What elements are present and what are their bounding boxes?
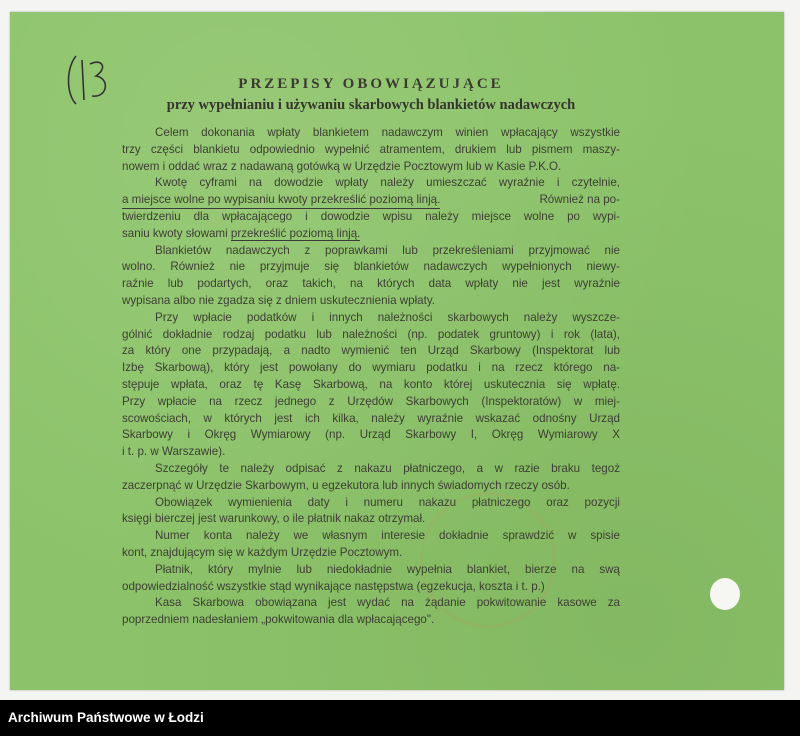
text-fragment: Również na po-	[539, 193, 620, 207]
text-line: Izbę Skarbową), który jest powołany do wymiaru podatku i na rzecz którego na-	[122, 361, 620, 375]
archive-footer	[0, 700, 800, 736]
text-line: scowościach, w których jest ich kilka, należy wyraźnie wskazać odnośny Urząd	[122, 411, 620, 425]
text-line	[122, 226, 620, 243]
text-line: księgi bierczej jest warunkowy, o ile płatnik nakaz otrzymał.	[122, 512, 426, 526]
text-line: wolno. Również nie przyjmuje się blankietów nadawczych wypełnionych niewy-	[122, 260, 620, 274]
text-line: raźnie lub podartych, oraz takich, na których data wpłaty nie jest wyraźnie	[122, 277, 620, 291]
text-line: za który one przypadają, a nadto wymienić ten Urząd Skarbowy (Inspektorat lub	[122, 344, 620, 358]
text-line: Numer konta należy we własnym interesie dokładnie sprawdzić w spisie	[155, 529, 620, 543]
text-line: Kwotę cyframi na dowodzie wpłaty należy umieszczać wyraźnie i czytelnie,	[155, 176, 620, 190]
text-line: Szczegóły te należy odpisać z nakazu płatniczego, a w razie braku tegoż	[155, 461, 620, 475]
text-line: poprzedniem nadesłaniem „pokwitowania dla wpłacającego".	[122, 613, 435, 627]
text-line: Kasa Skarbowa obowiązana jest wydać na żądanie pokwitowanie kasowe za	[155, 596, 620, 610]
text-fragment: saniu kwoty słowami	[122, 226, 231, 240]
text-line: Obowiązek wymienienia daty i numeru nakazu płatniczego oraz pozycji	[155, 495, 620, 509]
text-line: nowem i oddać wraz z nadawaną gotówką w Urzędzie Pocztowym lub w Kasie P.K.O.	[122, 159, 562, 173]
text-line: twierdzeniu dla wpłacającego i dowodzie wpisu należy miejsce wolne po wypi-	[122, 209, 620, 223]
text-line: gólnić dokładnie rodzaj podatku lub należności (np. podatek gruntowy) i rok (lata),	[122, 327, 620, 341]
text-line: Przy wpłacie na rzecz jednego z Urzędów Skarbowych (Inspektoratów) w miej-	[122, 394, 620, 408]
underlined-text: przekreślić poziomą linją.	[230, 226, 361, 240]
text-line: Płatnik, który mylnie lub niedokładnie wypełnia blankiet, bierze na swą	[155, 562, 620, 576]
text-line: Celem dokonania wpłaty blankietem nadawczym winien wpłacający wszystkie	[155, 126, 620, 139]
handwritten-number-mark	[62, 50, 118, 108]
text-line: kont, znajdującym się w każdym Urzędzie Pocztowym.	[122, 545, 403, 559]
paper-hole	[710, 578, 740, 610]
archive-name: Archiwum Państwowe w Łodzi	[8, 710, 204, 725]
text-line: Blankietów nadawczych z poprawkami lub przekreśleniami przyjmować nie	[155, 243, 620, 257]
document-title: PRZEPISY OBOWIĄZUJĄCE	[238, 76, 504, 92]
text-line: stępuje wpłata, oraz tę Kasę Skarbową, na konto której uskutecznia się wpłatę.	[122, 377, 620, 391]
document-subtitle: przy wypełnianiu i używaniu skarbowych blankietów nadawczych	[166, 97, 576, 113]
text-line: Przy wpłacie podatków i innych należności skarbowych należy wyszcze-	[155, 310, 620, 324]
text-line: Skarbowy i Okręg Wymiarowy (np. Urząd Skarbowy I, Okręg Wymiarowy X	[122, 428, 620, 442]
text-line: zaczerpnąć w Urzędzie Skarbowym, u egzekutora lub innych świadomych rzeczy osób.	[122, 478, 570, 492]
text-line: wypisana albo nie zgadza się z dniem uskutecznienia wpłaty.	[122, 293, 435, 307]
document-body	[122, 125, 620, 629]
text-line: odpowiedzialność wszystkie stąd wynikające następstwa (egzekucja, koszta i t. p.)	[122, 579, 545, 593]
underlined-text: a miejsce wolne po wypisaniu kwoty przekreślić poziomą linją.	[122, 192, 440, 209]
text-line: trzy części blankietu odpowiednio wypełnić atramentem, drukiem lub pismem maszy-	[122, 142, 620, 156]
text-line: i t. p. w Warszawie).	[122, 445, 226, 459]
text-line	[122, 192, 620, 209]
